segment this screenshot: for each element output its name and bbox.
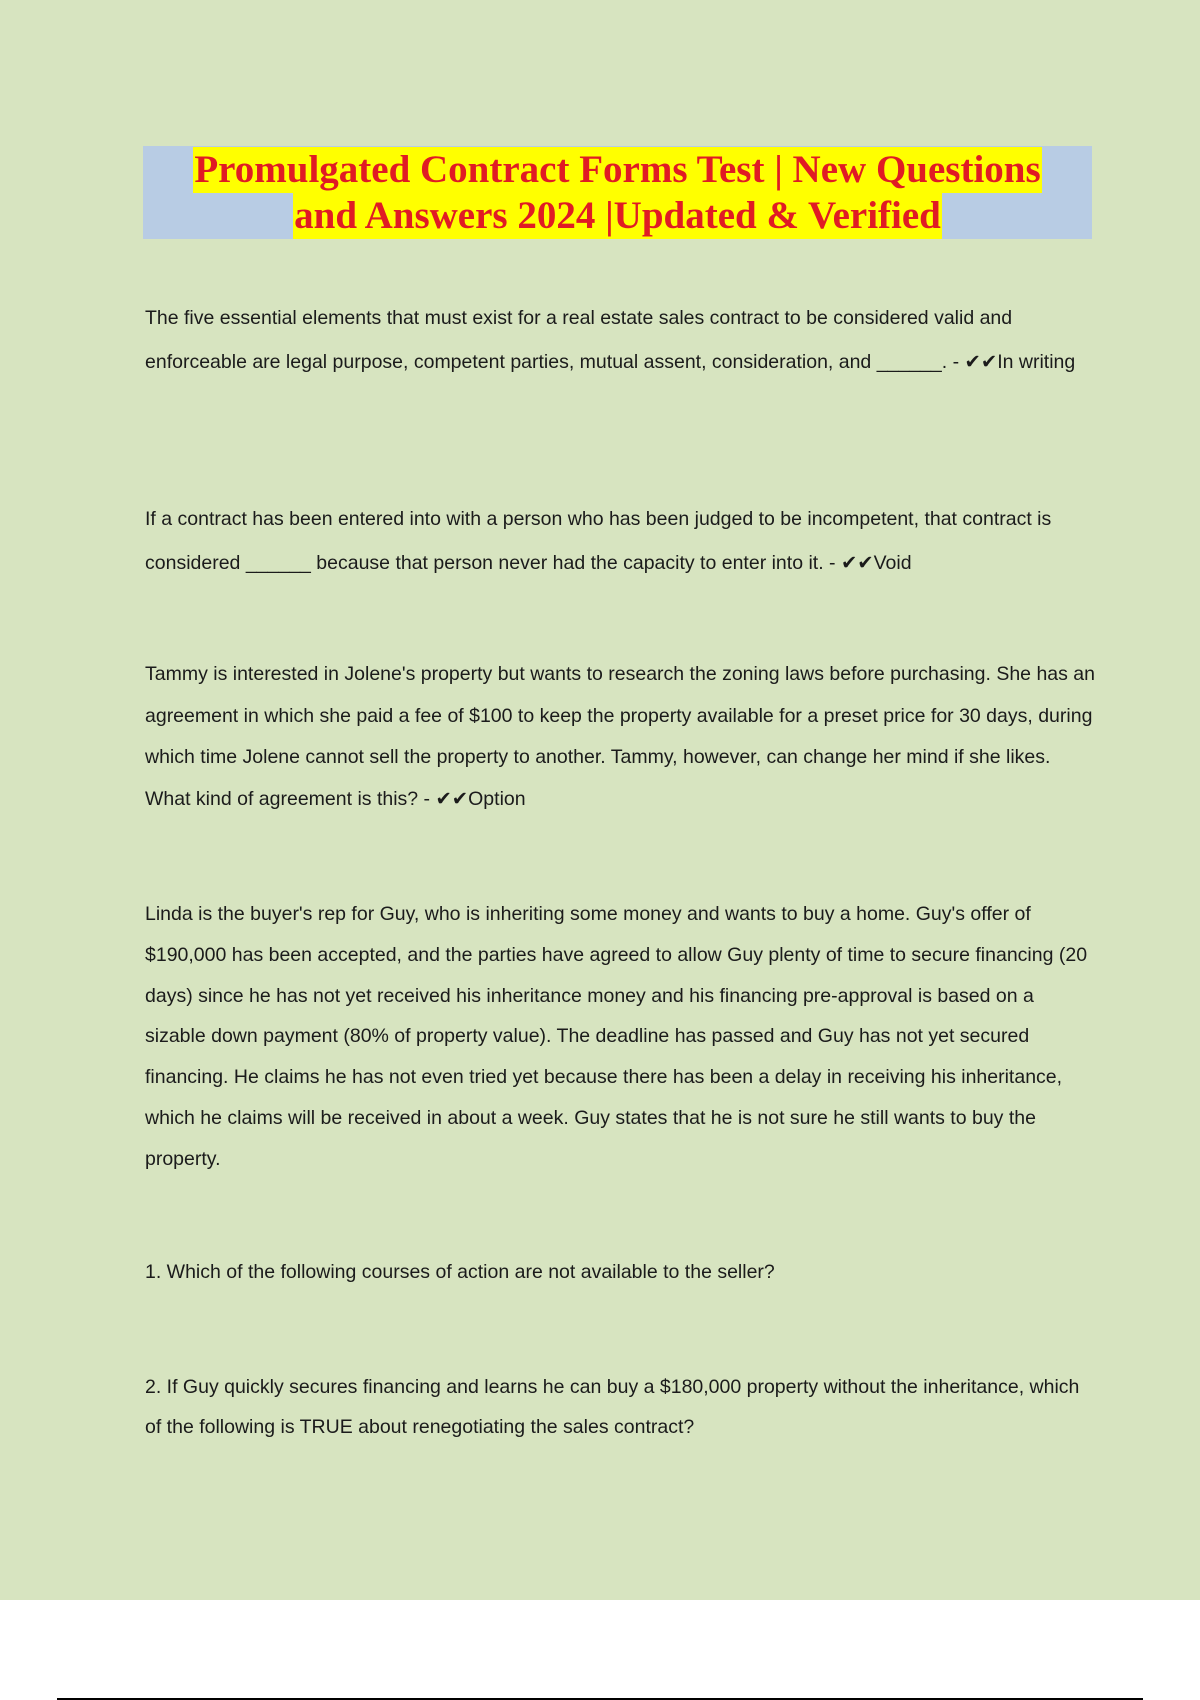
- sub-question-1: 1. Which of the following courses of action are not available to the seller?: [145, 1261, 775, 1283]
- title-line-2: and Answers 2024 |Updated & Verified: [294, 194, 941, 237]
- scenario-paragraph: Linda is the buyer's rep for Guy, who is inheriting some money and wants to buy a home. Guy's offer of $190,000 has been accepted, and the parties have agreed to allow Guy plenty of time to secure financing (20 days) since he has not yet received his inheritance money and his financing pre-approval is based on a sizable down payment (80% of property value). The deadline has passed and Guy has not yet secured financing. He claims he has not even tried yet because there has been a delay in receiving his inheritance, which he claims will be received in about a week. Guy states that he is not sure he still wants to buy the property.: [145, 903, 1088, 1170]
- title-banner: [143, 146, 1092, 239]
- question-paragraph-3: Tammy is interested in Jolene's property but wants to research the zoning laws before purchasing. She has an agreement in which she paid a fee of $100 to keep the property available for a preset price for 30 days, during which time Jolene cannot sell the property to another. Tammy, however, can change her mind if she likes. What kind of agreement is this? - ✔✔Option: [145, 663, 1095, 811]
- title-line-1: Promulgated Contract Forms Test | New Questions: [194, 148, 1041, 191]
- sub-question-2: 2. If Guy quickly secures financing and learns he can buy a $180,000 property without the inheritance, which of the following is TRUE about renegotiating the sales contract?: [145, 1376, 1080, 1438]
- question-paragraph-1: The five essential elements that must exist for a real estate sales contract to be considered valid and enforceable are legal purpose, competent parties, mutual assent, consideration, and ______. - ✔✔In writing: [145, 307, 1076, 373]
- question-paragraph-2: If a contract has been entered into with a person who has been judged to be incompetent, that contract is considered ______ because that person never had the capacity to enter into it. - ✔✔Void: [145, 508, 1052, 574]
